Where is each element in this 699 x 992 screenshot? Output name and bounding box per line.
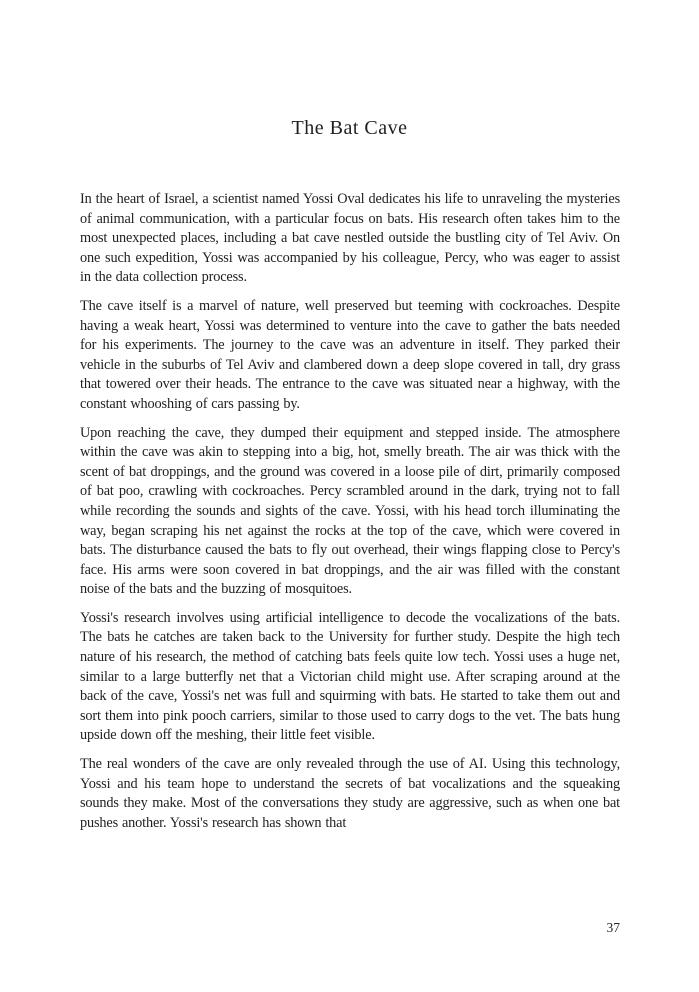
page-number: 37 [606,920,620,935]
paragraph: The cave itself is a marvel of nature, well preserved but teeming with cockroaches. Despite having a weak heart, Yossi was determined to venture into the cave to gather the bats needed for his experiments. The journey to the cave was an adventure in itself. They parked their vehicle in the suburbs of Tel Aviv and clambered down a deep slope covered in tall, dry grass that towered over their heads. The entrance to the cave was situated near a highway, with the constant whooshing of cars passing by. [80,297,620,412]
page-title: The Bat Cave [291,117,408,139]
paragraph: Yossi's research involves using artificial intelligence to decode the vocalizations of the bats. The bats he catches are taken back to the University for further study. Despite the high tech nature of his research, the method of catching bats feels quite low tech. Yossi uses a huge net, similar to a large butterfly net that a Victorian child might use. After scraping around at the back of the cave, Yossi's net was full and squirming with bats. He started to take them out and sort them into pink pooch carriers, similar to those used to carry dogs to the vet. The bats hung upside down off the meshing, their little feet visible. [80,609,620,744]
paragraph: The real wonders of the cave are only revealed through the use of AI. Using this technology, Yossi and his team hope to understand the secrets of bat vocalizations and the squeaking sounds they make. Most of the conversations they study are aggressive, such as when one bat pushes another. Yossi's research has shown that [80,756,620,831]
paragraph: In the heart of Israel, a scientist named Yossi Oval dedicates his life to unraveling the mysteries of animal communication, with a particular focus on bats. His research often takes him to the most unexpected places, including a bat cave nestled outside the bustling city of Tel Aviv. On one such expedition, Yossi was accompanied by his colleague, Percy, who was eager to assist in the data collection process. [80,191,620,286]
paragraph: Upon reaching the cave, they dumped their equipment and stepped inside. The atmosphere within the cave was akin to stepping into a big, hot, smelly breath. The air was thick with the scent of bat droppings, and the ground was covered in a loose pile of dirt, primarily composed of bat poo, crawling with cockroaches. Percy scrambled around in the dark, trying not to fall while recording the sounds and sights of the cave. Yossi, with his head torch illuminating the way, began scraping his net against the rocks at the top of the cave, which were covered in bats. The disturbance caused the bats to fly out overhead, their wings flapping close to Percy's face. His arms were soon covered in bat droppings, and the air was filled with the constant noise of the bats and the buzzing of mosquitoes. [80,424,620,598]
page-body [80,190,620,833]
